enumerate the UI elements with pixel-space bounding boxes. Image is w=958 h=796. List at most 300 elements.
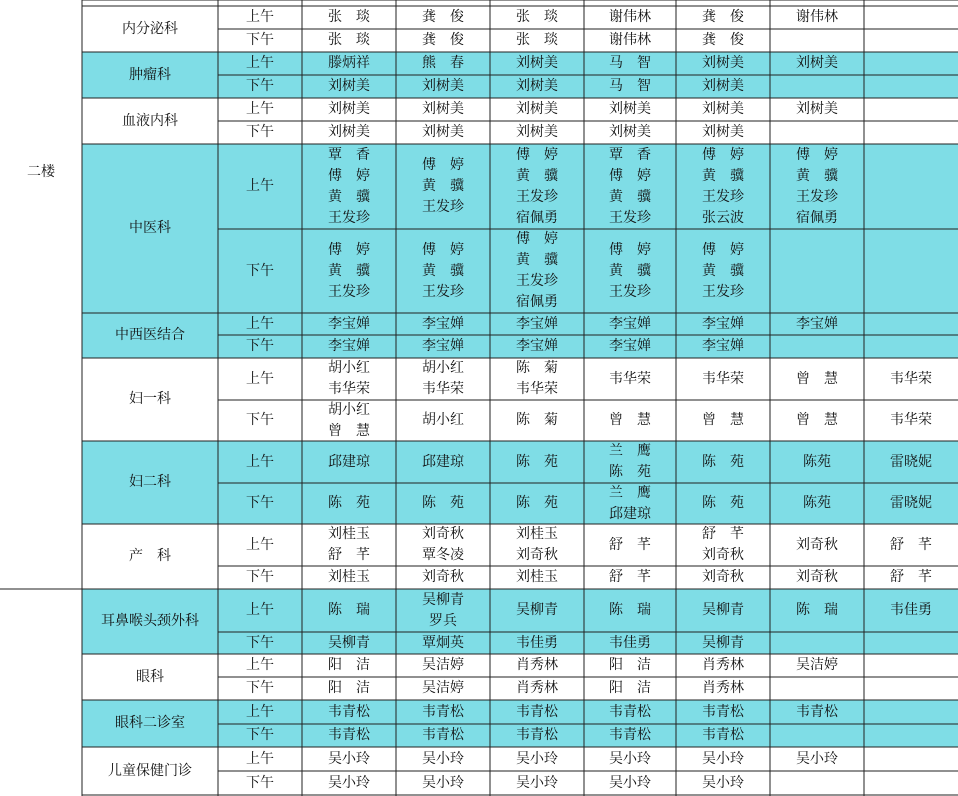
doctor-name: 陈 菊 — [516, 360, 558, 376]
doctor-name: 谢伟林 — [796, 9, 838, 25]
schedule-cell — [676, 724, 770, 747]
doctor-name: 黄 骥 — [609, 262, 651, 279]
period-text: 下午 — [246, 634, 274, 651]
doctor-name: 谢伟林 — [609, 9, 651, 25]
schedule-cell — [864, 400, 958, 441]
period-text: 上午 — [246, 9, 274, 25]
doctor-name: 阳 洁 — [328, 680, 370, 696]
doctor-name: 雷晓妮 — [890, 453, 932, 470]
doctor-name: 王发珍 — [796, 188, 838, 205]
schedule-cell — [584, 654, 676, 677]
schedule-cell — [584, 400, 676, 441]
schedule-cell — [490, 98, 584, 121]
schedule-cell — [864, 358, 958, 400]
doctor-name: 刘桂玉 — [516, 526, 558, 542]
schedule-cell — [584, 121, 676, 144]
period-label — [218, 524, 302, 566]
doctor-name: 吴洁婷 — [422, 680, 464, 696]
schedule-cell — [302, 400, 396, 441]
doctor-name: 陈 苑 — [609, 464, 651, 480]
doctor-name: 刘奇秋 — [796, 536, 838, 553]
schedule-cell — [302, 144, 396, 229]
doctor-name: 黄 骥 — [516, 252, 558, 268]
doctor-name: 胡小红 — [422, 412, 464, 428]
schedule-cell — [770, 29, 864, 52]
period-text: 上午 — [246, 370, 274, 387]
schedule-cell — [864, 441, 958, 483]
schedule-cell — [584, 483, 676, 524]
doctor-name: 韦华荣 — [890, 412, 932, 428]
schedule-cell — [396, 747, 490, 771]
period-label — [218, 229, 302, 313]
doctor-name: 龚 俊 — [702, 9, 744, 25]
doctor-name: 王发珍 — [328, 283, 370, 300]
period-text: 上午 — [246, 453, 274, 470]
period-label — [218, 677, 302, 700]
doctor-name: 王发珍 — [422, 283, 464, 300]
period-text: 上午 — [246, 703, 274, 720]
doctor-name: 马 智 — [609, 78, 651, 94]
doctor-name: 刘树美 — [516, 78, 558, 94]
doctor-name: 吴小玲 — [702, 774, 744, 791]
schedule-cell — [584, 313, 676, 335]
period-text: 下午 — [246, 680, 274, 696]
doctor-name: 吴小玲 — [609, 750, 651, 767]
schedule-cell — [864, 29, 958, 52]
doctor-name: 曾 慧 — [702, 412, 744, 428]
schedule-cell — [770, 313, 864, 335]
schedule-cell — [302, 700, 396, 724]
doctor-name: 李宝婵 — [796, 315, 838, 332]
schedule-cell — [864, 700, 958, 724]
schedule-cell — [676, 589, 770, 632]
doctor-name: 吴小玲 — [328, 750, 370, 767]
doctor-name: 阳 洁 — [328, 657, 370, 673]
schedule-cell — [490, 654, 584, 677]
doctor-name: 傅 婷 — [609, 241, 651, 258]
doctor-name: 邱建琼 — [328, 453, 370, 470]
schedule-cell — [676, 483, 770, 524]
doctor-name: 李宝婵 — [422, 338, 464, 354]
schedule-cell — [584, 589, 676, 632]
doctor-name: 韦华荣 — [422, 381, 464, 397]
doctor-name: 黄 骥 — [516, 167, 558, 184]
department-label: 眼科二诊室 — [115, 715, 185, 731]
doctor-name: 曾 慧 — [796, 370, 838, 387]
doctor-name: 肖秀林 — [702, 657, 744, 673]
doctor-name: 黄 骥 — [609, 188, 651, 205]
doctor-name: 刘桂玉 — [516, 569, 558, 585]
doctor-name: 吴柳青 — [702, 634, 744, 651]
schedule-cell — [676, 771, 770, 795]
doctor-name: 傅 婷 — [702, 146, 744, 163]
doctor-name: 刘桂玉 — [328, 526, 370, 542]
doctor-name: 肖秀林 — [516, 657, 558, 673]
schedule-cell — [584, 335, 676, 358]
schedule-cell — [396, 6, 490, 29]
schedule-cell — [864, 121, 958, 144]
doctor-name: 刘树美 — [702, 101, 744, 117]
doctor-name: 王发珍 — [516, 273, 558, 289]
schedule-cell — [490, 313, 584, 335]
schedule-cell — [490, 747, 584, 771]
schedule-cell — [584, 144, 676, 229]
doctor-name: 覃炯英 — [422, 634, 464, 651]
doctor-name: 谢伟林 — [609, 32, 651, 48]
doctor-name: 兰 鹰 — [609, 443, 651, 459]
period-text: 下午 — [246, 78, 274, 94]
doctor-name: 王发珍 — [516, 188, 558, 205]
doctor-name: 王发珍 — [328, 209, 370, 226]
doctor-name: 龚 俊 — [702, 32, 744, 48]
doctor-name: 吴小玲 — [422, 750, 464, 767]
department-name — [82, 524, 218, 589]
schedule-cell — [770, 632, 864, 654]
schedule-cell — [396, 654, 490, 677]
schedule-cell — [302, 335, 396, 358]
doctor-name: 吴小玲 — [516, 774, 558, 791]
doctor-name: 吴柳青 — [328, 634, 370, 651]
schedule-cell — [584, 229, 676, 313]
schedule-cell — [584, 75, 676, 98]
doctor-name: 韦华荣 — [328, 381, 370, 397]
doctor-name: 滕炳祥 — [328, 55, 370, 71]
doctor-name: 黄 骥 — [422, 178, 464, 194]
schedule-cell — [864, 747, 958, 771]
schedule-cell — [770, 700, 864, 724]
doctor-name: 陈 苑 — [516, 453, 558, 470]
period-text: 下午 — [246, 569, 274, 585]
schedule-cell — [864, 6, 958, 29]
schedule-cell — [302, 771, 396, 795]
department-name — [82, 144, 218, 313]
schedule-cell — [676, 75, 770, 98]
schedule-cell — [490, 52, 584, 75]
schedule-cell — [864, 771, 958, 795]
doctor-name: 舒 芊 — [890, 536, 932, 553]
department-label: 儿童保健门诊 — [108, 762, 192, 779]
doctor-name: 黄 骥 — [702, 167, 744, 184]
schedule-cell — [490, 335, 584, 358]
schedule-cell — [584, 700, 676, 724]
doctor-name: 韦佳勇 — [516, 634, 558, 651]
schedule-cell — [490, 771, 584, 795]
schedule-cell — [676, 29, 770, 52]
schedule-cell — [302, 483, 396, 524]
doctor-name: 韦青松 — [609, 727, 651, 743]
period-text: 上午 — [246, 315, 274, 332]
schedule-cell — [584, 724, 676, 747]
schedule-cell — [676, 632, 770, 654]
doctor-name: 宿佩勇 — [516, 209, 558, 226]
schedule-cell — [676, 400, 770, 441]
doctor-name: 刘树美 — [702, 124, 744, 140]
schedule-cell — [396, 589, 490, 632]
schedule-cell — [676, 566, 770, 589]
schedule-cell — [490, 589, 584, 632]
schedule-cell — [396, 441, 490, 483]
doctor-name: 李宝婵 — [609, 338, 651, 354]
doctor-name: 舒 芊 — [702, 526, 744, 542]
schedule-cell — [770, 6, 864, 29]
schedule-cell — [864, 524, 958, 566]
schedule-cell — [396, 566, 490, 589]
doctor-name: 陈 苑 — [516, 495, 558, 511]
schedule-cell — [676, 700, 770, 724]
schedule-cell — [770, 724, 864, 747]
period-label — [218, 358, 302, 400]
doctor-name: 陈 苑 — [702, 453, 744, 470]
schedule-cell — [864, 52, 958, 75]
schedule-cell — [584, 98, 676, 121]
department-name — [82, 358, 218, 441]
doctor-name: 王发珍 — [609, 283, 651, 300]
doctor-name: 傅 婷 — [422, 241, 464, 258]
doctor-name: 曾 慧 — [328, 422, 370, 439]
doctor-name: 刘奇秋 — [422, 569, 464, 585]
period-text: 下午 — [246, 774, 274, 791]
schedule-cell — [396, 483, 490, 524]
schedule-cell — [770, 747, 864, 771]
schedule-cell — [396, 632, 490, 654]
schedule-cell — [584, 771, 676, 795]
schedule-cell — [676, 52, 770, 75]
doctor-name: 李宝婵 — [516, 338, 558, 354]
department-label: 血液内科 — [122, 112, 178, 129]
schedule-cell — [490, 400, 584, 441]
period-label — [218, 144, 302, 229]
doctor-name: 傅 婷 — [702, 241, 744, 258]
period-text: 下午 — [246, 412, 274, 428]
doctor-name: 刘树美 — [702, 78, 744, 94]
schedule-cell — [770, 144, 864, 229]
period-text: 上午 — [246, 101, 274, 117]
doctor-name: 韦华荣 — [890, 370, 932, 387]
doctor-name: 曾 慧 — [609, 412, 651, 428]
period-label — [218, 589, 302, 632]
period-label — [218, 771, 302, 795]
doctor-name: 傅 婷 — [516, 231, 558, 247]
schedule-cell — [396, 52, 490, 75]
schedule-cell — [302, 654, 396, 677]
schedule-cell — [396, 700, 490, 724]
doctor-name: 吴小玲 — [516, 750, 558, 767]
doctor-name: 吴小玲 — [702, 750, 744, 767]
schedule-cell — [396, 98, 490, 121]
doctor-name: 韦青松 — [702, 703, 744, 720]
schedule-cell — [676, 677, 770, 700]
doctor-name: 覃 香 — [609, 146, 651, 163]
schedule-cell — [770, 75, 864, 98]
doctor-name: 陈 苑 — [422, 495, 464, 511]
schedule-cell — [770, 483, 864, 524]
period-label — [218, 632, 302, 654]
doctor-name: 王发珍 — [702, 188, 744, 205]
doctor-name: 刘树美 — [609, 124, 651, 140]
period-label — [218, 52, 302, 75]
schedule-cell — [490, 144, 584, 229]
doctor-name: 黄 骥 — [796, 167, 838, 184]
schedule-cell — [396, 771, 490, 795]
schedule-cell — [676, 747, 770, 771]
schedule-cell — [490, 6, 584, 29]
doctor-name: 刘树美 — [422, 78, 464, 94]
doctor-name: 吴小玲 — [328, 774, 370, 791]
schedule-cell — [770, 121, 864, 144]
doctor-name: 舒 芊 — [609, 536, 651, 553]
schedule-cell — [584, 677, 676, 700]
schedule-cell — [676, 229, 770, 313]
doctor-name: 陈 苑 — [328, 495, 370, 511]
doctor-name: 邱建琼 — [609, 505, 651, 522]
schedule-cell — [490, 441, 584, 483]
period-label — [218, 566, 302, 589]
schedule-cell — [676, 121, 770, 144]
doctor-name: 傅 婷 — [422, 157, 464, 173]
doctor-name: 刘树美 — [796, 55, 838, 71]
schedule-cell — [302, 441, 396, 483]
doctor-name: 刘树美 — [328, 101, 370, 117]
schedule-cell — [584, 441, 676, 483]
schedule-cell — [676, 335, 770, 358]
schedule-cell — [490, 358, 584, 400]
doctor-name: 刘树美 — [328, 124, 370, 140]
department-label: 中西医结合 — [115, 327, 185, 343]
doctor-name: 刘奇秋 — [422, 526, 464, 542]
schedule-cell — [396, 335, 490, 358]
schedule-cell — [864, 313, 958, 335]
schedule-cell — [770, 771, 864, 795]
department-label: 肿瘤科 — [129, 66, 171, 83]
schedule-cell — [302, 6, 396, 29]
period-text: 上午 — [246, 536, 274, 553]
schedule-cell — [490, 229, 584, 313]
schedule-cell — [770, 400, 864, 441]
schedule-cell — [864, 98, 958, 121]
doctor-name: 宿佩勇 — [796, 209, 838, 226]
schedule-cell — [676, 6, 770, 29]
schedule-cell — [490, 524, 584, 566]
doctor-name: 舒 芊 — [328, 547, 370, 563]
doctor-name: 陈 菊 — [516, 412, 558, 428]
doctor-name: 王发珍 — [422, 199, 464, 215]
schedule-cell — [864, 589, 958, 632]
doctor-name: 王发珍 — [702, 283, 744, 300]
period-label — [218, 400, 302, 441]
doctor-name: 陈 苑 — [702, 495, 744, 511]
schedule-cell — [676, 654, 770, 677]
schedule-cell — [396, 313, 490, 335]
period-text: 上午 — [246, 750, 274, 767]
schedule-cell — [302, 29, 396, 52]
schedule-cell — [864, 724, 958, 747]
schedule-cell — [864, 229, 958, 313]
doctor-name: 刘树美 — [516, 101, 558, 117]
schedule-cell — [584, 566, 676, 589]
doctor-name: 张 琰 — [328, 9, 370, 25]
schedule-cell — [490, 29, 584, 52]
schedule-cell — [770, 52, 864, 75]
schedule-cell — [770, 229, 864, 313]
doctor-name: 傅 婷 — [328, 167, 370, 184]
doctor-name: 刘奇秋 — [796, 569, 838, 585]
schedule-cell — [584, 358, 676, 400]
schedule-cell — [302, 121, 396, 144]
schedule-cell — [676, 524, 770, 566]
doctor-name: 韦青松 — [609, 703, 651, 720]
period-label — [218, 483, 302, 524]
schedule-cell — [302, 632, 396, 654]
doctor-name: 陈 瑞 — [796, 602, 838, 618]
doctor-name: 肖秀林 — [702, 680, 744, 696]
schedule-cell — [490, 121, 584, 144]
doctor-name: 李宝婵 — [422, 315, 464, 332]
doctor-name: 黄 骥 — [422, 262, 464, 279]
schedule-cell — [396, 358, 490, 400]
period-label — [218, 335, 302, 358]
department-label: 妇二科 — [129, 474, 171, 490]
schedule-cell — [864, 335, 958, 358]
department-label: 中医科 — [129, 220, 171, 236]
schedule-cell — [396, 524, 490, 566]
doctor-name: 韦青松 — [422, 703, 464, 720]
schedule-cell — [676, 98, 770, 121]
doctor-name: 刘树美 — [796, 101, 838, 117]
schedule-cell — [302, 566, 396, 589]
doctor-name: 黄 骥 — [328, 262, 370, 279]
schedule-cell — [864, 566, 958, 589]
period-text: 上午 — [246, 657, 274, 673]
doctor-name: 陈苑 — [803, 453, 831, 470]
doctor-name: 张 琰 — [328, 32, 370, 48]
period-text: 下午 — [246, 338, 274, 354]
period-text: 下午 — [246, 124, 274, 140]
department-name — [82, 441, 218, 524]
department-name — [82, 6, 218, 52]
schedule-cell — [584, 747, 676, 771]
schedule-cell — [490, 700, 584, 724]
doctor-name: 阳 洁 — [609, 680, 651, 696]
doctor-name: 吴小玲 — [796, 750, 838, 767]
doctor-name: 王发珍 — [609, 209, 651, 226]
doctor-name: 张云波 — [702, 209, 744, 226]
schedule-cell — [302, 747, 396, 771]
schedule-cell — [676, 144, 770, 229]
doctor-name: 肖秀林 — [516, 680, 558, 696]
doctor-name: 阳 洁 — [609, 657, 651, 673]
doctor-name: 韦华荣 — [516, 381, 558, 397]
doctor-name: 韦青松 — [516, 703, 558, 720]
period-label — [218, 441, 302, 483]
doctor-name: 刘树美 — [328, 78, 370, 94]
doctor-name: 陈 瑞 — [328, 602, 370, 618]
schedule-cell — [490, 566, 584, 589]
doctor-name: 吴柳青 — [702, 602, 744, 618]
department-name — [82, 589, 218, 654]
period-text: 下午 — [246, 262, 274, 279]
schedule-cell — [770, 566, 864, 589]
doctor-name: 龚 俊 — [422, 32, 464, 48]
doctor-name: 覃 香 — [328, 146, 370, 163]
period-label — [218, 121, 302, 144]
doctor-name: 韦华荣 — [702, 370, 744, 387]
doctor-name: 罗兵 — [429, 612, 457, 629]
period-label — [218, 75, 302, 98]
schedule-cell — [770, 524, 864, 566]
period-label — [218, 313, 302, 335]
doctor-name: 韦青松 — [328, 703, 370, 720]
period-text: 上午 — [246, 602, 274, 618]
